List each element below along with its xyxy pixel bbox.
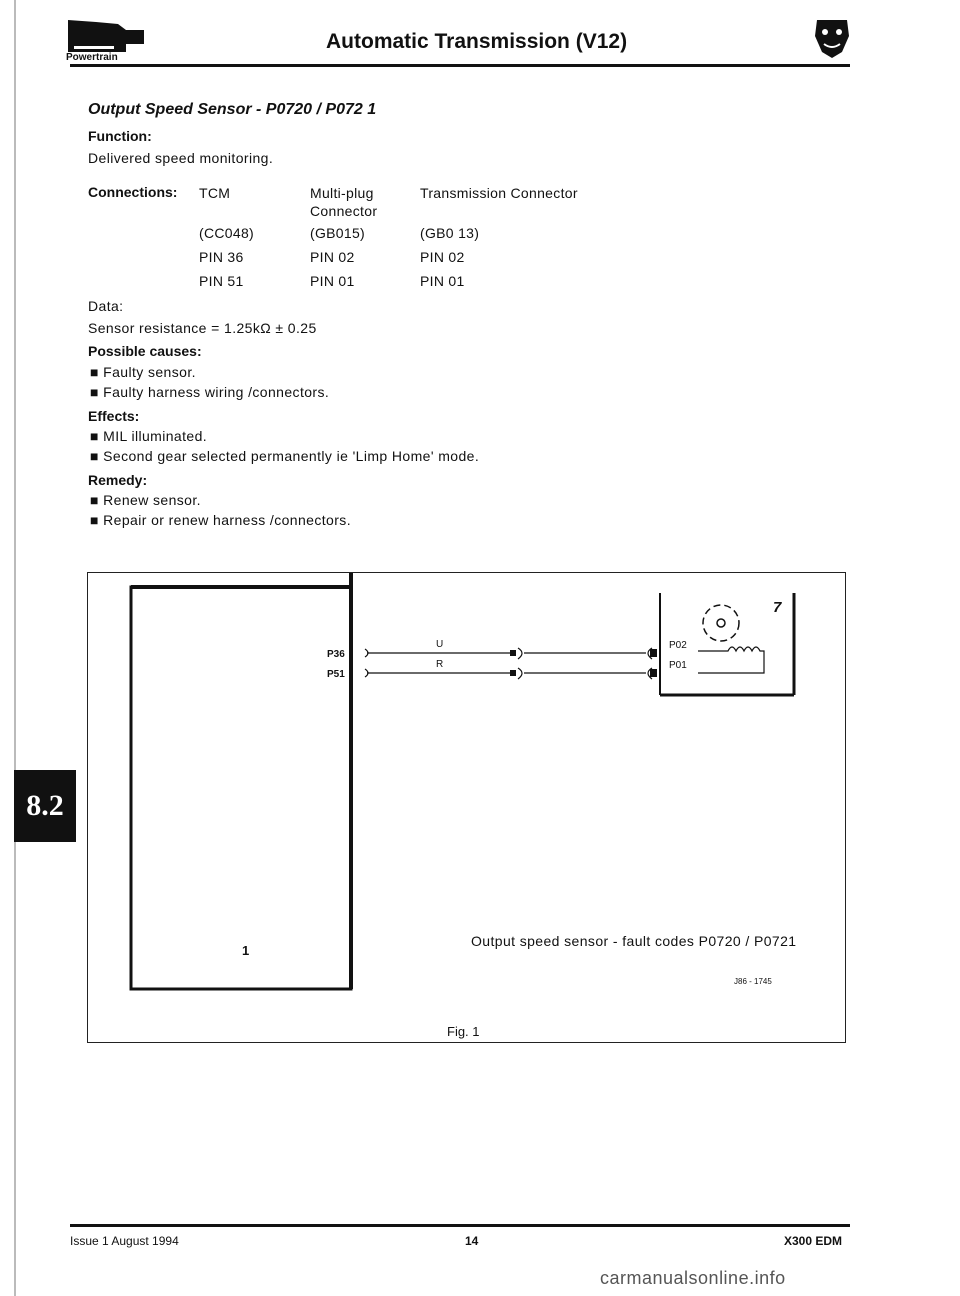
connections-transmission (420, 184, 578, 290)
cause-item: ■ Faulty sensor. (90, 364, 196, 380)
remedy-label: Remedy: (88, 472, 148, 488)
watermark: carmanualsonline.info (600, 1268, 786, 1288)
plug-bottom (510, 670, 516, 676)
conn-multiplug-pin-b: PIN 01 (310, 273, 355, 289)
connector-mid-bottom (518, 668, 646, 679)
pin-label-bottom: P51 (327, 669, 345, 680)
conn-multiplug-pin-a: PIN 02 (310, 249, 355, 265)
sensor-pin-bottom: P01 (669, 660, 687, 671)
effect-item: ■ Second gear selected permanently ie 'Limp Home' mode. (90, 448, 480, 464)
diagram-caption: Output speed sensor - fault codes P0720 / P0721 (471, 933, 797, 949)
data-label: Data: (88, 298, 124, 314)
causes-label: Possible causes: (88, 343, 202, 359)
sensor-pin-top: P02 (669, 640, 687, 651)
pin-label-top: P36 (327, 649, 345, 660)
wire-colour-bottom: R (436, 659, 444, 670)
page-title: Automatic Transmission (V12) (326, 30, 628, 53)
component-number-1: 1 (242, 943, 250, 958)
wiring-diagram (87, 572, 846, 1043)
conn-tcm-name: TCM (199, 185, 231, 201)
sensor-gear-icon (703, 605, 739, 641)
conn-trans-name: Transmission Connector (420, 185, 578, 201)
connections-label: Connections: (88, 184, 178, 200)
left-margin-line (14, 0, 16, 1296)
connections-multiplug (310, 184, 406, 290)
diagram-ref: J86 - 1745 (734, 977, 772, 986)
conn-tcm-pin-a: PIN 36 (199, 249, 244, 265)
conn-trans-code: (GB0 13) (420, 225, 480, 241)
connector-mid-top (518, 648, 646, 659)
sensor-coil (698, 647, 764, 673)
conn-multiplug-name: Multi-plug Connector (310, 185, 378, 219)
conn-tcm-pin-b: PIN 51 (199, 273, 244, 289)
effects-label: Effects: (88, 408, 140, 424)
jaguar-logo-icon (812, 16, 852, 65)
footer-page-number: 14 (465, 1234, 479, 1248)
remedy-item: ■ Repair or renew harness /connectors. (90, 512, 351, 528)
conn-multiplug-code: (GB015) (310, 225, 366, 241)
function-text: Delivered speed monitoring. (88, 150, 274, 166)
footer-rule (70, 1224, 850, 1227)
footer-issue: Issue 1 August 1994 (70, 1234, 179, 1248)
plug-top (510, 650, 516, 656)
conn-tcm-code: (CC048) (199, 225, 255, 241)
section-tab: 8.2 (14, 770, 76, 842)
data-text: Sensor resistance = 1.25kΩ ± 0.25 (88, 320, 317, 336)
figure-label: Fig. 1 (447, 1024, 480, 1039)
section-label: Powertrain (66, 52, 118, 63)
header-rule (70, 64, 850, 67)
function-label: Function: (88, 128, 152, 144)
conn-trans-pin-a: PIN 02 (420, 249, 465, 265)
footer-doc-code: X300 EDM (784, 1234, 843, 1248)
wire-top (365, 649, 512, 657)
effect-item: ■ MIL illuminated. (90, 428, 208, 444)
socket-top (650, 649, 657, 657)
component-number-7: 7 (773, 599, 782, 616)
socket-bottom (650, 669, 657, 677)
cause-item: ■ Faulty harness wiring /connectors. (90, 384, 330, 400)
wire-colour-top: U (436, 639, 444, 650)
section-title: Output Speed Sensor - P0720 / P072 1 (88, 101, 377, 118)
wire-bottom (365, 669, 512, 677)
connections-tcm (199, 184, 254, 290)
tcm-box (131, 587, 351, 989)
remedy-item: ■ Renew sensor. (90, 492, 201, 508)
conn-trans-pin-b: PIN 01 (420, 273, 465, 289)
